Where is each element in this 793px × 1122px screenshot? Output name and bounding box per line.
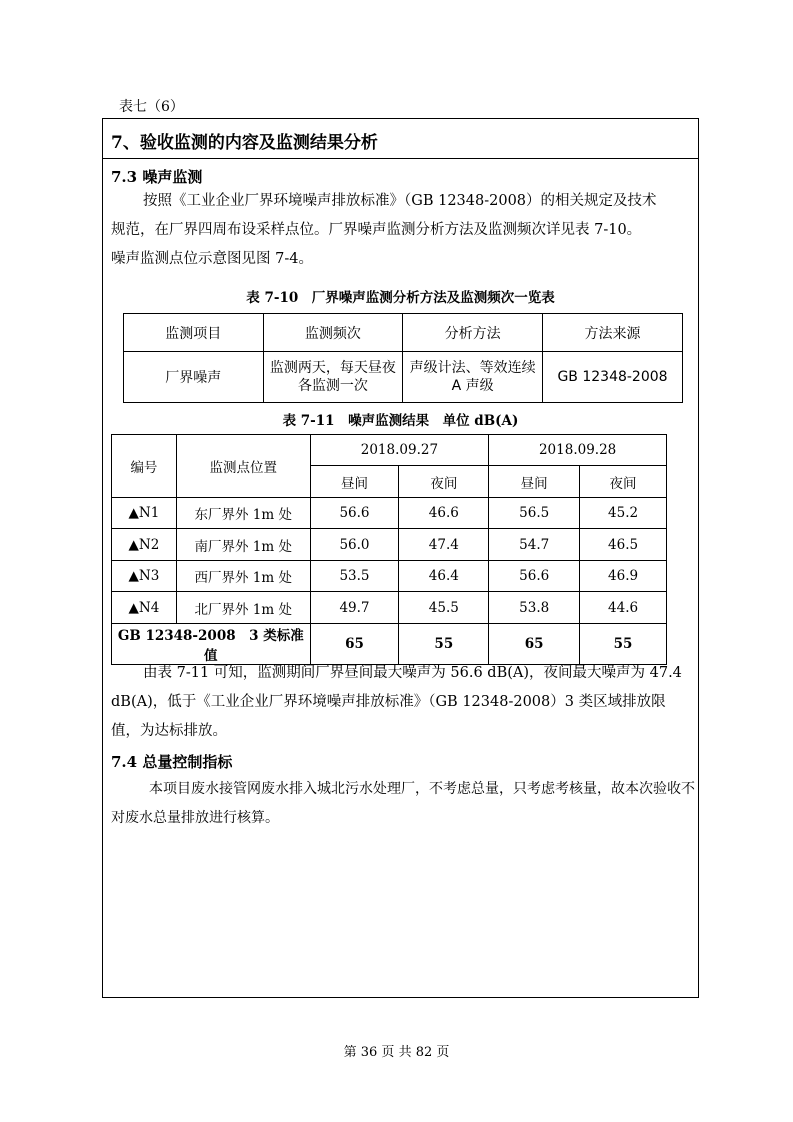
section-title-bar: [103, 119, 698, 159]
table-row: [112, 561, 667, 592]
header-frequency: 监测频次: [263, 314, 403, 352]
section-title: 7、验收监测的内容及监测结果分析: [111, 133, 378, 153]
cell-method-line-2: A 声级: [451, 378, 494, 394]
cell-value: 46.6: [399, 498, 489, 529]
header-item: 监测项目: [124, 314, 264, 352]
cell-value: 53.8: [489, 592, 580, 624]
standard-value: 65: [310, 624, 399, 665]
cell-method-line-1: 声级计法、等效连续: [409, 360, 536, 376]
header-date-1: 2018.09.27: [310, 435, 489, 466]
cell-value: 56.6: [310, 498, 399, 529]
cell-frequency-line-1: 监测两天，每天昼夜: [269, 360, 396, 376]
cell-value: 49.7: [310, 592, 399, 624]
header-period: 昼间: [489, 466, 580, 498]
standard-value: 65: [489, 624, 580, 665]
noise-para-line-2: 规范，在厂界四周布设采样点位。厂界噪声监测分析方法及监测频次详见表 7-10。: [111, 222, 642, 238]
table-7-11: [111, 434, 667, 665]
header-source: 方法来源: [543, 314, 683, 352]
table-7-10-caption: 表 7-10 厂界噪声监测分析方法及监测频次一览表: [246, 290, 555, 306]
header-period: 夜间: [580, 466, 667, 498]
header-location: 监测点位置: [176, 435, 310, 498]
header-period: 夜间: [399, 466, 489, 498]
cell-frequency: [263, 352, 403, 403]
table-row: [112, 529, 667, 561]
cell-id: ▲N2: [112, 529, 177, 561]
conclusion-line-2: dB(A)，低于《工业企业厂界环境噪声排放标准》（GB 12348-2008）3 类区域排放限: [111, 694, 666, 710]
header-method: 分析方法: [403, 314, 543, 352]
cell-source: GB 12348-2008: [543, 352, 683, 403]
cell-frequency-line-2: 各监测一次: [297, 378, 368, 394]
cell-value: 56.0: [310, 529, 399, 561]
cell-value: 54.7: [489, 529, 580, 561]
cell-value: 46.4: [399, 561, 489, 592]
cell-value: 53.5: [310, 561, 399, 592]
cell-id: ▲N1: [112, 498, 177, 529]
table-row: [112, 592, 667, 624]
standard-value: 55: [580, 624, 667, 665]
table-row: [112, 498, 667, 529]
cell-value: 56.5: [489, 498, 580, 529]
cell-value: 46.9: [580, 561, 667, 592]
header-date-2: 2018.09.28: [489, 435, 667, 466]
header-period: 昼间: [310, 466, 399, 498]
total-control-line-2: 对废水总量排放进行核算。: [111, 810, 279, 826]
cell-location: 东厂界外 1m 处: [176, 498, 310, 529]
noise-para-line-3: 噪声监测点位示意图见图 7-4。: [111, 251, 313, 267]
cell-item: 厂界噪声: [124, 352, 264, 403]
cell-location: 南厂界外 1m 处: [176, 529, 310, 561]
table-7-10: [123, 313, 683, 403]
header-id: 编号: [112, 435, 177, 498]
conclusion-line-3: 值，为达标排放。: [111, 723, 227, 739]
noise-para-line-1: 按照《工业企业厂界环境噪声排放标准》（GB 12348-2008）的相关规定及技术: [143, 193, 657, 209]
cell-value: 56.6: [489, 561, 580, 592]
cell-id: ▲N3: [112, 561, 177, 592]
standard-label: GB 12348-2008 3 类标准值: [112, 624, 311, 665]
cell-id: ▲N4: [112, 592, 177, 624]
cell-value: 44.6: [580, 592, 667, 624]
cell-value: 46.5: [580, 529, 667, 561]
cell-location: 北厂界外 1m 处: [176, 592, 310, 624]
cell-value: 45.2: [580, 498, 667, 529]
noise-heading: 7.3 噪声监测: [111, 168, 203, 186]
cell-location: 西厂界外 1m 处: [176, 561, 310, 592]
standard-value: 55: [399, 624, 489, 665]
cell-value: 47.4: [399, 529, 489, 561]
cell-value: 45.5: [399, 592, 489, 624]
table-tag: 表七（6）: [119, 99, 184, 115]
conclusion-line-1: 由表 7-11 可知，监测期间厂界昼间最大噪声为 56.6 dB(A)，夜间最大噪声为 47.4: [143, 665, 682, 681]
page-footer: 第 36 页 共 82 页: [343, 1045, 450, 1060]
content-frame: [102, 118, 699, 998]
total-control-line-1: 本项目废水接管网废水排入城北污水处理厂，不考虑总量，只考虑考核量，故本次验收不: [149, 781, 695, 797]
total-control-heading: 7.4 总量控制指标: [111, 753, 233, 771]
cell-method: [403, 352, 543, 403]
table-7-11-caption: 表 7-11 噪声监测结果 单位 dB(A): [282, 413, 519, 429]
